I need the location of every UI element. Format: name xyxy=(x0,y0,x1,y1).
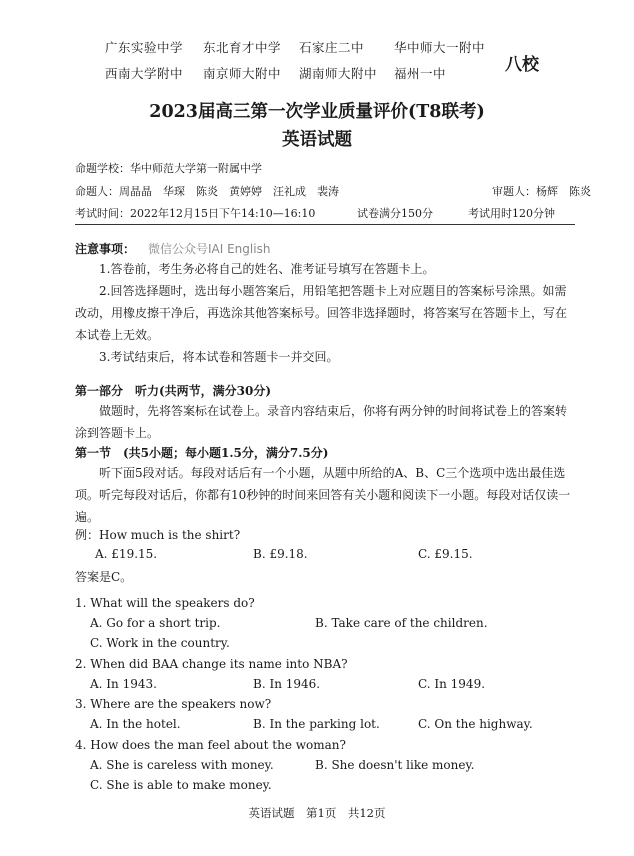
school-name: 广东实验中学 xyxy=(105,40,184,55)
meta-time: 考试时间：2022年12月15日下午14:10—16:10 xyxy=(75,207,316,220)
meta-reviewers: 审题人：杨辉 陈炎 xyxy=(492,185,591,198)
meta-authors: 命题人：周晶晶 华琛 陈炎 黄婷婷 汪礼成 裴涛 xyxy=(75,185,339,198)
example-option: C. £9.15. xyxy=(418,547,473,561)
question-option: A. Go for a short trip. xyxy=(90,616,221,630)
example-answer: 答案是C。 xyxy=(75,570,133,584)
divider xyxy=(75,224,575,225)
page-footer: 英语试题 第1页 共12页 xyxy=(248,806,386,820)
school-name: 东北育才中学 xyxy=(203,40,282,55)
notice-heading: 注意事项： xyxy=(75,242,136,256)
question-text: 4. How does the man feel about the woman? xyxy=(75,738,346,752)
part-heading: 第一部分 听力(共两节，满分30分) xyxy=(75,384,272,398)
meta-duration: 考试用时120分钟 xyxy=(468,207,555,220)
question-text: 2. When did BAA change its name into NBA? xyxy=(75,657,348,671)
example-option: A. £19.15. xyxy=(95,547,158,561)
section-intro: 听下面5段对话。每段对话后有一个小题，从题中所给的A、B、C三个选项中选出最佳选项。听完每段对话后，你都有10秒钟的时间来回答有关小题和阅读下一小题。每段对话仅读一遍。 xyxy=(75,466,571,524)
school-name: 西南大学附中 xyxy=(105,66,184,81)
school-name: 福州一中 xyxy=(394,66,447,81)
question-option: B. In 1946. xyxy=(253,677,321,691)
question-option: B. She doesn't like money. xyxy=(315,758,475,772)
question-option: B. Take care of the children. xyxy=(315,616,488,630)
school-name: 湖南师大附中 xyxy=(299,66,378,81)
meta-school: 命题学校：华中师范大学第一附属中学 xyxy=(75,162,262,175)
question-option: A. She is careless with money. xyxy=(90,758,274,772)
school-name: 石家庄二中 xyxy=(299,40,365,55)
example-option: B. £9.18. xyxy=(253,547,308,561)
meta-score: 试卷满分150分 xyxy=(357,207,433,220)
question-text: 1. What will the speakers do? xyxy=(75,596,255,610)
question-text: 3. Where are the speakers now? xyxy=(75,697,272,711)
question-option: C. In 1949. xyxy=(418,677,486,691)
question-option: C. She is able to make money. xyxy=(90,778,272,792)
notice-item: 3.考试结束后，将本试卷和答题卡一并交回。 xyxy=(99,350,339,364)
notice-item: 2.回答选择题时，选出每小题答案后，用铅笔把答题卡上对应题目的答案标号涂黑。如需改动，用橡皮擦干净后，再选涂其他答案标号。回答非选择题时，将答案写在答题卡上，写在本试卷上无效。 xyxy=(75,284,568,342)
exam-title: 2023届高三第一次学业质量评价(T8联考) xyxy=(149,102,485,122)
question-option: C. Work in the country. xyxy=(90,636,230,650)
question-option: A. In the hotel. xyxy=(90,717,181,731)
watermark-text: 微信公众号IAI English xyxy=(148,242,271,256)
part-intro: 做题时，先将答案标在试卷上。录音内容结束后，你将有两分钟的时间将试卷上的答案转涂到答题卡上。 xyxy=(75,404,568,440)
school-name: 南京师大附中 xyxy=(203,66,282,81)
question-option: A. In 1943. xyxy=(90,677,157,691)
group-label: 八校 xyxy=(505,55,539,75)
question-option: B. In the parking lot. xyxy=(253,717,380,731)
notice-item: 1.答卷前，考生务必将自己的姓名、准考证号填写在答题卡上。 xyxy=(99,262,435,276)
example-question: 例：How much is the shirt? xyxy=(75,528,241,542)
exam-subtitle: 英语试题 xyxy=(282,130,352,150)
question-option: C. On the highway. xyxy=(418,717,533,731)
school-name: 华中师大一附中 xyxy=(394,40,486,55)
section-heading: 第一节 (共5小题；每小题1.5分，满分7.5分) xyxy=(75,446,329,460)
